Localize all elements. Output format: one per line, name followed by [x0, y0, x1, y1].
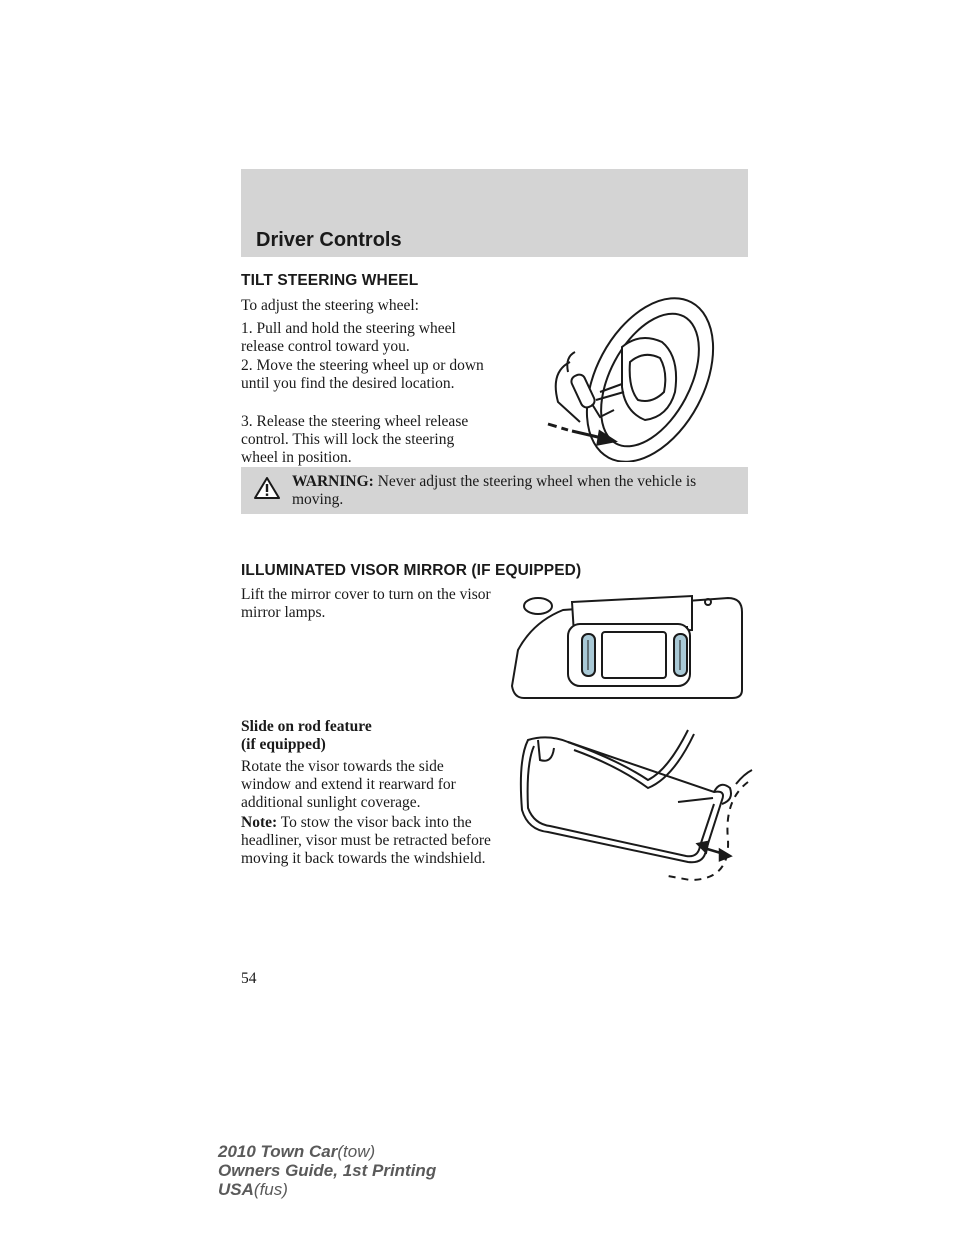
visor-mirror-illustration — [508, 590, 748, 702]
footer-region-code: (fus) — [253, 1180, 288, 1199]
section-title: Driver Controls — [256, 229, 402, 251]
slide-rod-text: Rotate the visor towards the side window and extend it rearward for additional sunlight coverage. — [241, 758, 456, 811]
footer-printing: Owners Guide, 1st Printing — [218, 1161, 437, 1180]
visor-mirror-heading: ILLUMINATED VISOR MIRROR (IF EQUIPPED) — [241, 562, 582, 579]
warning-text: Never adjust the steering wheel when the vehicle is moving. — [292, 473, 697, 508]
document-footer — [218, 1142, 436, 1199]
footer-model: 2010 Town Car — [218, 1142, 338, 1161]
page-number: 54 — [241, 970, 257, 987]
slide-rod-heading — [241, 718, 491, 754]
note-label: Note: — [241, 814, 278, 831]
warning-triangle-icon — [254, 476, 280, 500]
steering-wheel-illustration — [540, 292, 750, 462]
warning-message — [292, 473, 742, 509]
footer-region: USA — [218, 1180, 254, 1199]
tilt-step-2: 2. Move the steering wheel up or down until you find the desired location. — [241, 357, 484, 392]
slide-rod-heading-line1: Slide on rod feature — [241, 718, 372, 735]
slide-rod-heading-line2: (if equipped) — [241, 736, 326, 753]
tilt-intro: To adjust the steering wheel: — [241, 297, 419, 314]
visor-slide-rod-illustration — [508, 720, 753, 885]
tilt-step-1: 1. Pull and hold the steering wheel release control toward you. — [241, 320, 456, 355]
slide-rod-note — [241, 814, 491, 868]
visor-mirror-text: Lift the mirror cover to turn on the visor mirror lamps. — [241, 586, 491, 621]
tilt-step-3: 3. Release the steering wheel release control. This will lock the steering wheel in position. — [241, 413, 469, 466]
tilt-steering-heading: TILT STEERING WHEEL — [241, 272, 419, 289]
warning-label: WARNING: — [292, 473, 374, 490]
note-text: To stow the visor back into the headliner, visor must be retracted before moving it back towards the windshield. — [241, 814, 491, 867]
footer-model-code: (tow) — [337, 1142, 376, 1161]
